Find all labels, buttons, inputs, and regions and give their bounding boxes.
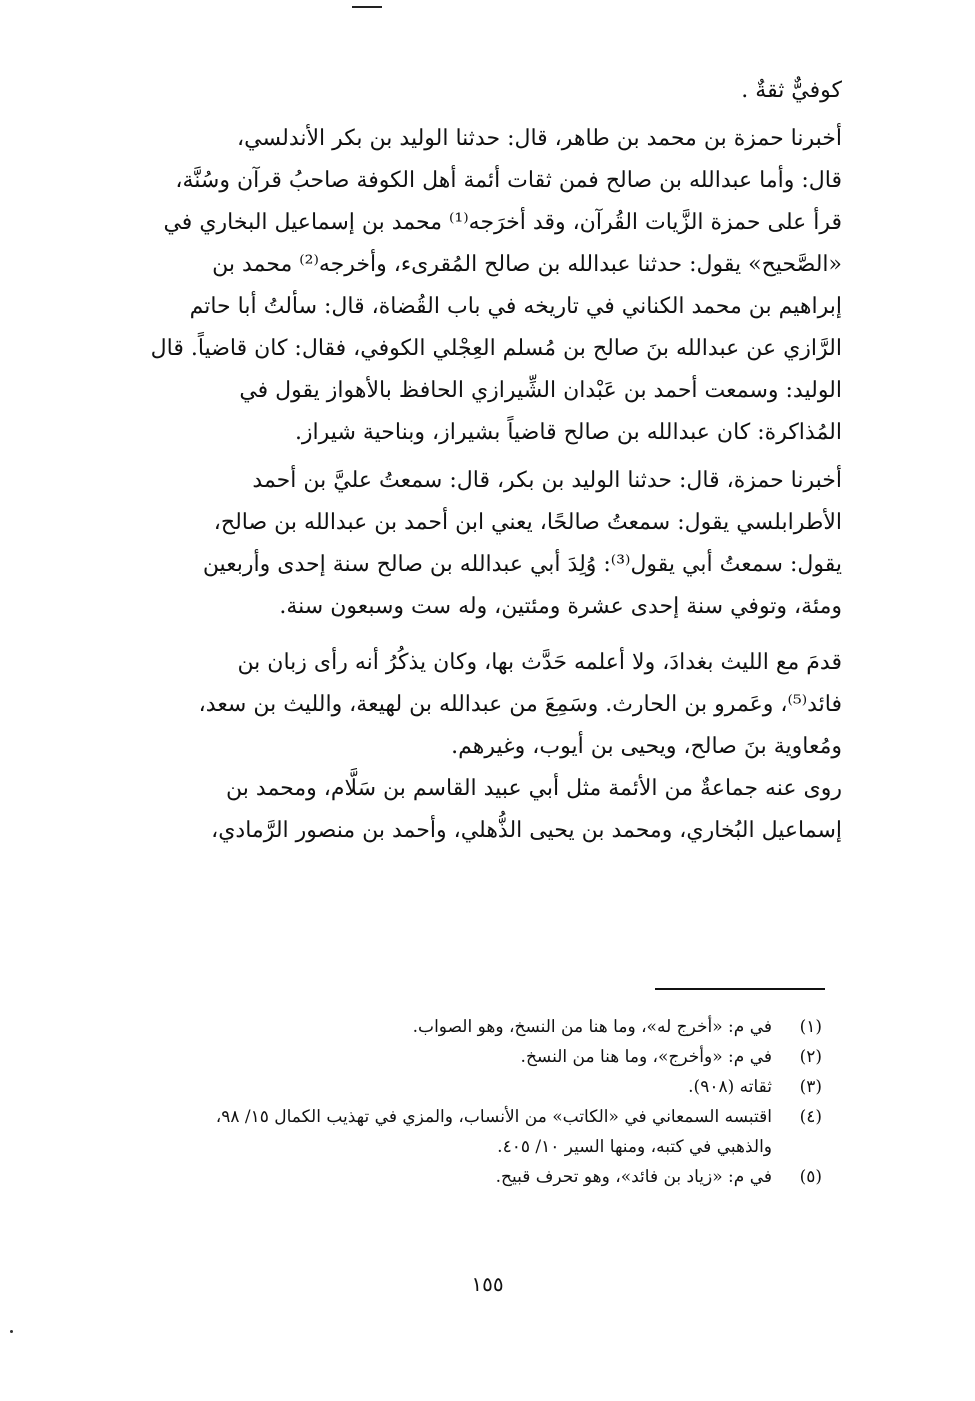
text-line: قرأ على حمزة الزَّيات القُرآن، وقد أخرَجه⁽¹⁾ محمد بن إسماعيل البخاري في bbox=[163, 210, 842, 235]
footnote bbox=[132, 1042, 822, 1072]
text-line: ومُعاوية بنَ صالح، ويحيى بن أيوب، وغيرهم. bbox=[451, 734, 842, 759]
footnote-text: ثقاته (٩٠٨). bbox=[688, 1077, 772, 1097]
text-line: ومئة، وتوفي سنة إحدى عشرة ومئتين، وله ست وسبعون سنة. bbox=[279, 594, 842, 619]
text-line: الرَّازي عن عبدالله بنَ صالح بن مُسلم العِجْلي الكوفي، فقال: كان قاضياً. قال bbox=[150, 336, 842, 361]
main-text bbox=[132, 70, 842, 852]
text-line: فائد⁽⁵⁾، وعَمرو بن الحارث. وسَمِعَ من عبدالله بن لهيعة، والليث بن سعد، bbox=[198, 692, 842, 717]
text-line: إبراهيم بن محمد الكناني في تاريخه في باب القُضاة، قال: سألتُ أبا حاتم bbox=[189, 294, 842, 319]
footnote bbox=[132, 1102, 822, 1132]
text-line: يقول: سمعتُ أبي يقول⁽³⁾: وُلِدَ أبي عبدالله بن صالح سنة إحدى وأربعين bbox=[202, 552, 842, 577]
paragraph-2 bbox=[132, 460, 842, 628]
text-line: أخبرنا حمزة بن محمد بن طاهر، قال: حدثنا الوليد بن بكر الأندلسي، bbox=[237, 126, 842, 151]
text-line: أخبرنا حمزة، قال: حدثنا الوليد بن بكر، قال: سمعتُ عليَّ بن أحمد bbox=[252, 468, 842, 493]
footnote bbox=[132, 1072, 822, 1102]
text-line: قدمَ مع الليث بغدادَ، ولا أعلمه حَدَّث بها، وكان يذكُرُ أنه رأى زبان بن bbox=[237, 650, 842, 675]
footnote-text: في م: «زياد بن فائد»، وهو تحرف قبيح. bbox=[495, 1167, 772, 1187]
text-line: كوفيٌّ ثقةٌ . bbox=[741, 78, 842, 103]
paragraph-1 bbox=[132, 118, 842, 454]
footnote-number: (٥) bbox=[799, 1167, 822, 1187]
text-line: الأطرابلسي يقول: سمعتُ صالحًا، يعني ابن أحمد بن عبدالله بن صالح، bbox=[213, 510, 842, 535]
footnote-separator bbox=[655, 988, 825, 990]
footnote bbox=[132, 1162, 822, 1192]
text-line: المُذاكرة: كان عبدالله بن صالح قاضياً بشيراز، وبناحية شيراز. bbox=[294, 420, 842, 445]
text-line: «الصَّحيح» يقول: حدثنا عبدالله بن صالح المُقرىء، وأخرجه⁽²⁾ محمد بن bbox=[212, 252, 842, 277]
footnote-text: في م: «وأخرج»، وما هنا من النسخ. bbox=[520, 1047, 772, 1067]
top-mark bbox=[352, 6, 382, 8]
footnote bbox=[132, 1012, 822, 1042]
footnote-number: (٣) bbox=[799, 1077, 822, 1097]
text-line: إسماعيل البُخاري، ومحمد بن يحيى الذُّهلي، وأحمد بن منصور الرَّمادي، bbox=[211, 818, 842, 843]
footnote-number: (١) bbox=[799, 1017, 822, 1037]
text-line: الوليد: وسمعت أحمد بن عَبْدان الشِّيرازي الحافظ بالأهواز يقول في bbox=[239, 378, 842, 403]
page-number: ١٥٥ bbox=[471, 1272, 504, 1296]
footnote-text: اقتبسه السمعاني في «الكاتب» من الأنساب، والمزي في تهذيب الكمال ١٥/ ٩٨، bbox=[215, 1107, 772, 1127]
text-line: روى عنه جماعةٌ من الأئمة مثل أبي عبيد القاسم بن سَلَّام، ومحمد بن bbox=[226, 776, 842, 801]
footnote-continuation: والذهبي في كتبه، ومنها السير ١٠/ ٤٠٥. bbox=[497, 1137, 772, 1157]
footnote-text: في م: «أخرج له»، وما هنا من النسخ، وهو الصواب. bbox=[412, 1017, 772, 1037]
paragraph-4 bbox=[132, 768, 842, 852]
footnote-number: (٤) bbox=[799, 1107, 822, 1127]
paragraph-3 bbox=[132, 642, 842, 768]
footnotes bbox=[132, 1012, 822, 1192]
text-line: قال: وأما عبدالله بن صالح فمن ثقات أئمة أهل الكوفة صاحبُ قرآن وسُنَّة، bbox=[175, 168, 842, 193]
footnote-number: (٢) bbox=[799, 1047, 822, 1067]
scan-speck bbox=[10, 1330, 13, 1333]
